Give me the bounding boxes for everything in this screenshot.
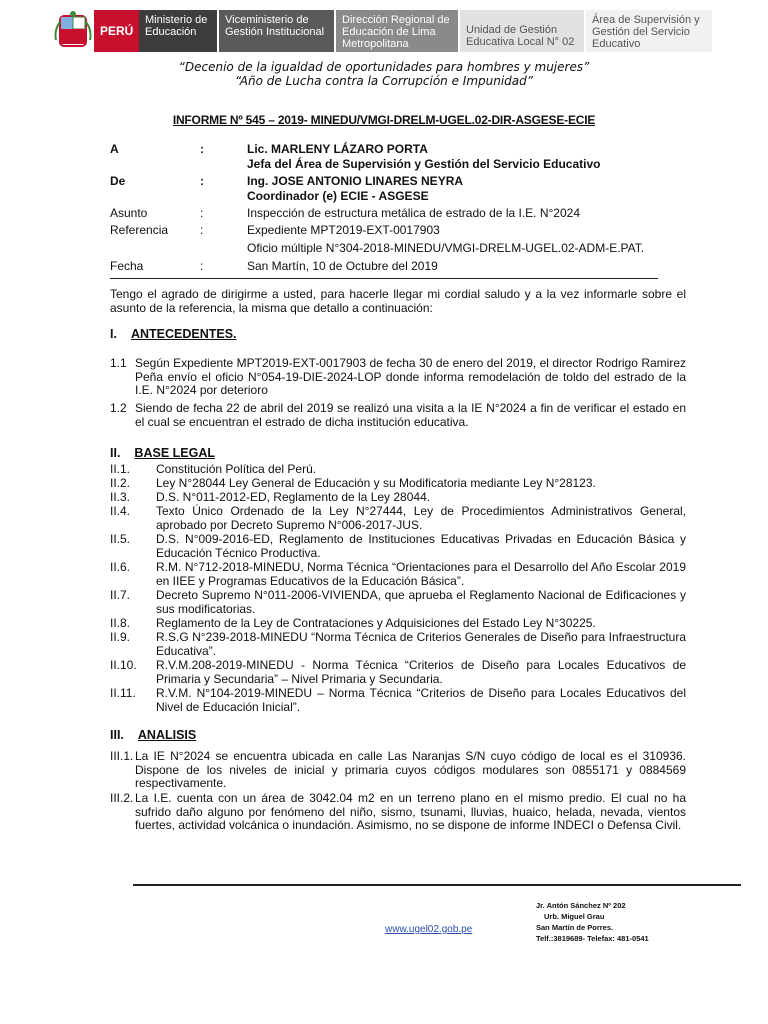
date-colon: : — [200, 259, 204, 273]
section-number: III. — [110, 728, 124, 742]
from-colon: : — [200, 174, 204, 188]
footer-phone: Telf.:3819689- Telefax: 481-0541 — [536, 934, 649, 943]
from-label: De — [110, 174, 126, 188]
peru-label: PERÚ — [94, 10, 139, 52]
from-role: Coordinador (e) ECIE - ASGESE — [247, 189, 429, 203]
item-number: II.10. — [110, 658, 137, 672]
item-text: Ley N°28044 Ley General de Educación y su Modificatoria mediante Ley N°28123. — [156, 476, 596, 490]
item-text: R.V.M.208-2019-MINEDU - Norma Técnica “Criterios de Diseño para Locales Educativos de Primaria y Secundaria” – Nivel Primaria y Secundaria. — [156, 658, 686, 686]
item-number: 1.2 — [110, 401, 127, 415]
list-item — [110, 357, 686, 399]
item-text: La IE N°2024 se encuentra ubicada en calle Las Naranjas S/N cuyo código de local es el 310936. Dispone de los niveles de inicial y primaria cuyos códigos modulares son 0855171 y 0884569 respectivamente. — [135, 749, 686, 791]
item-number: II.3. — [110, 490, 131, 504]
header-divider — [110, 278, 658, 279]
item-number: II.2. — [110, 476, 131, 490]
footer-address-line1: Jr. Antón Sánchez Nº 202 — [536, 901, 626, 910]
decade-motto — [0, 60, 768, 88]
to-colon: : — [200, 142, 204, 156]
item-number: II.7. — [110, 588, 131, 602]
item-number: III.2. — [110, 791, 134, 805]
date-value: San Martín, 10 de Octubre del 2019 — [247, 259, 438, 273]
report-title: INFORME Nº 545 – 2019- MINEDU/VMGI-DRELM-UGEL.02-DIR-ASGESE-ECIE — [172, 113, 596, 127]
item-text: Constitución Política del Perú. — [156, 462, 317, 476]
section-number: II. — [110, 446, 121, 460]
section-antecedentes-heading — [110, 327, 237, 341]
item-text: Texto Único Ordenado de la Ley N°27444, Ley de Procedimientos Administrativos General, aprobado por Decreto Supremo N°006-2017-JUS. — [156, 504, 686, 532]
item-text: D.S. N°011-2012-ED, Reglamento de la Ley 28044. — [156, 490, 431, 504]
item-number: II.5. — [110, 532, 131, 546]
date-label: Fecha — [110, 259, 144, 273]
item-number: II.11. — [110, 686, 136, 700]
subject-label: Asunto — [110, 206, 148, 220]
ugel-label: Unidad de Gestión Educativa Local N° 02 — [458, 10, 584, 52]
reference-value-1: Expediente MPT2019-EXT-0017903 — [247, 223, 440, 237]
section-number: I. — [110, 327, 117, 341]
website-link[interactable]: www.ugel02.gob.pe — [385, 924, 473, 935]
item-text: R.S.G N°239-2018-MINEDU “Norma Técnica de Criterios Generales de Diseño para Infraestructura Educativa”. — [156, 630, 686, 658]
footer-address-line2: Urb. Miguel Grau — [544, 912, 605, 921]
institutional-header — [52, 10, 712, 52]
section-title: ANTECEDENTES. — [130, 327, 237, 341]
item-number: II.4. — [110, 504, 131, 518]
list-item — [110, 402, 686, 430]
subject-colon: : — [200, 206, 204, 220]
vice-ministry-label: Viceministerio de Gestión Institucional — [217, 10, 334, 52]
from-name: Ing. JOSE ANTONIO LINARES NEYRA — [247, 174, 464, 188]
footer-divider — [133, 884, 741, 886]
to-role: Jefa del Área de Supervisión y Gestión del Servicio Educativo — [247, 157, 601, 171]
item-number: II.6. — [110, 560, 131, 574]
subject-value: Inspección de estructura metálica de estrado de la I.E. N°2024 — [247, 206, 580, 220]
item-number: 1.1 — [110, 356, 127, 370]
item-text: La I.E. cuenta con un área de 3042.04 m2 en un terreno plano en el mismo predio. El cual no ha sufrido daño alguno por fenómeno del niño, sismo, tsunami, lluvias, huaico, helada, nevada, vientos fuertes, actividad volcánica o inundación. Asimismo, no se dispone de informe INDECI o Defensa Civil. — [135, 791, 686, 833]
section-title: BASE LEGAL — [134, 446, 215, 460]
item-text: Decreto Supremo N°011-2006-VIVIENDA, que aprueba el Reglamento Nacional de Edificaciones y sus modificatorias. — [156, 588, 686, 616]
footer-address-line3: San Martín de Porres. — [536, 923, 614, 932]
regional-direction-label: Dirección Regional de Educación de Lima Metropolitana — [334, 10, 458, 52]
ministry-label: Ministerio de Educación — [139, 10, 217, 52]
item-number: II.1. — [110, 462, 131, 476]
decade-motto-line1: “Decenio de la igualdad de oportunidades para hombres y mujeres” — [178, 60, 590, 74]
reference-value-2: Oficio múltiple N°304-2018-MINEDU/VMGI-DRELM-UGEL.02-ADM-E.PAT. — [247, 241, 645, 255]
item-number: II.8. — [110, 616, 131, 630]
to-name: Lic. MARLENY LÁZARO PORTA — [247, 142, 428, 156]
item-text: Siendo de fecha 22 de abril del 2019 se realizó una visita a la IE N°2024 a fin de verificar el estado en el cual se encuentran el estrado de dicha institución educativa. — [135, 401, 686, 429]
reference-label: Referencia — [110, 223, 169, 237]
item-text: Según Expediente MPT2019-EXT-0017903 de fecha 30 de enero del 2019, el director Rodrigo Ramirez Peña envío el oficio N°054-19-DIE-2024-LOP donde informa remodelación de toldo del estrado de la I.E. N°2024 por deterioro — [135, 356, 686, 398]
section-title: ANALISIS — [137, 728, 197, 742]
to-label: A — [110, 142, 119, 156]
item-text: R.M. N°712-2018-MINEDU, Norma Técnica “Orientaciones para el Desarrollo del Año Escolar 2019 en IIEE y Programas Educativos de la Educación Básica”. — [156, 560, 686, 588]
item-number: II.9. — [110, 630, 131, 644]
area-label: Área de Supervisión y Gestión del Servicio Educativo — [584, 10, 712, 52]
reference-colon: : — [200, 223, 204, 237]
item-text: Reglamento de la Ley de Contrataciones y Adquisiciones del Estado Ley N°30225. — [156, 616, 596, 630]
decade-motto-line2: “Año de Lucha contra la Corrupción e Impunidad” — [235, 74, 533, 88]
item-text: D.S. N°009-2016-ED, Reglamento de Instituciones Educativas Privadas en Educación Básica y Educación Técnico Productiva. — [156, 532, 686, 560]
item-text: R.V.M. N°104-2019-MINEDU – Norma Técnica “Criterios de Diseño para Locales Educativos del Nivel de Educación Inicial”. — [156, 686, 686, 714]
item-number: III.1. — [110, 749, 134, 763]
section-analisis-heading — [110, 728, 196, 742]
coat-of-arms-logo — [52, 10, 94, 52]
section-base-legal-heading — [110, 446, 215, 460]
intro-paragraph: Tengo el agrado de dirigirme a usted, para hacerle llegar mi cordial saludo y a la vez informarle sobre el asunto de la referencia, la misma que detallo a continuación: — [110, 287, 686, 315]
